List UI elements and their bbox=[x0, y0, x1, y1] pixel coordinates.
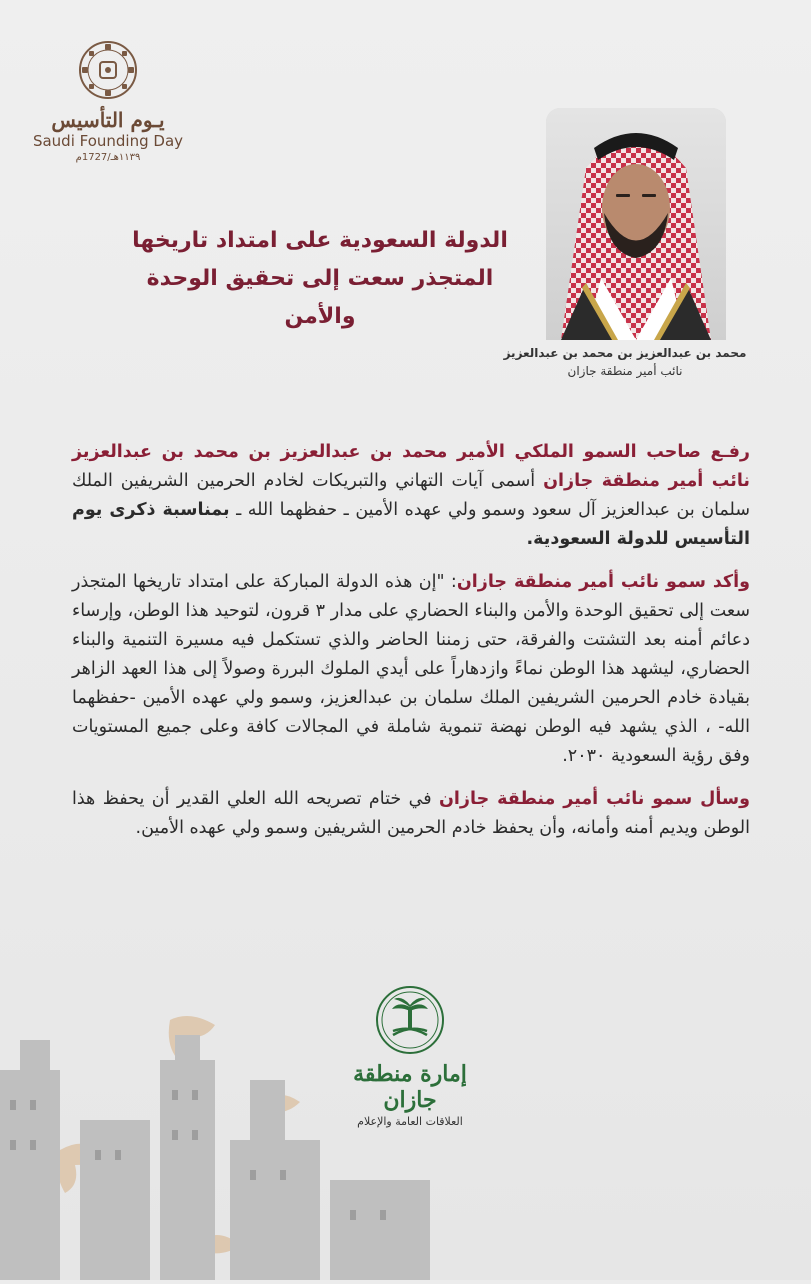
paragraph-2-lead: وأكد سمو نائب أمير منطقة جازان bbox=[456, 572, 750, 592]
body-text bbox=[72, 438, 750, 857]
founding-day-logo bbox=[28, 40, 188, 180]
paragraph-1-text: أسمى آيات التهاني والتبريكات لخادم الحرمين الشريفين الملك سلمان بن عبدالعزيز آل سعود وسمو ولي عهده الأمين ـ حفظهما الله ـ bbox=[72, 471, 751, 520]
jazan-emirate-logo bbox=[330, 985, 490, 1128]
headline-line-1: الدولة السعودية على امتداد تاريخها bbox=[132, 228, 508, 253]
saudi-emblem-icon bbox=[375, 985, 445, 1055]
founding-day-years: ١١٣٩هـ/1727م bbox=[75, 152, 141, 163]
portrait-name: محمد بن عبدالعزيز بن محمد بن عبدالعزيز bbox=[503, 346, 747, 360]
paragraph-1 bbox=[72, 438, 750, 554]
portrait-title: نائب أمير منطقة جازان bbox=[567, 364, 683, 378]
paragraph-3 bbox=[72, 785, 750, 843]
portrait-caption bbox=[500, 344, 750, 380]
headline-line-2: المتجذر سعت إلى تحقيق الوحدة والأمن bbox=[146, 266, 494, 329]
headline bbox=[120, 222, 520, 336]
founding-day-title-ar: يـوم التأسيس bbox=[51, 108, 165, 132]
paragraph-2 bbox=[72, 568, 750, 771]
portrait-photo bbox=[546, 108, 726, 340]
paragraph-3-text: في ختام تصريحه الله العلي القدير أن يحفظ هذا الوطن ويديم أمنه وأمانه، وأن يحفظ خادم الحرمين الشريفين وسمو ولي عهده الأمين. bbox=[72, 789, 750, 838]
paragraph-3-lead: وسأل سمو نائب أمير منطقة جازان bbox=[438, 789, 750, 809]
emirate-subtitle: العلاقات العامة والإعلام bbox=[357, 1115, 463, 1128]
founding-day-title-en: Saudi Founding Day bbox=[32, 132, 184, 150]
paragraph-2-text: : "إن هذه الدولة المباركة على امتداد تاريخها المتجذر سعت إلى تحقيق الوحدة والأمن والبناء الحضاري على مدار ٣ قرون، لتوحيد هذا الوطن، وإرساء دعائم أمنه بعد التشتت والفرقة، حتى زمننا الحاضر والذي تستكمل فيه مسيرة التنمية والبناء الحضاري، ليشهد هذا الوطن نماءً وازدهاراً على أيدي الملوك البررة وصولاً إلى هذا العهد الزاهر بقيادة خادم الحرمين الشريفين الملك سلمان بن عبدالعزيز، وسمو ولي عهده الأمين -حفظهما الله- ، الذي يشهد فيه الوطن نهضة تنموية شاملة في المجالات كافة وعلى جميع المستويات وفق رؤية السعودية ٢٠٣٠. bbox=[72, 572, 750, 766]
founding-day-emblem-icon bbox=[78, 40, 138, 100]
paragraph-1-end: بمناسبة ذكرى يوم التأسيس للدولة السعودية. bbox=[72, 500, 750, 549]
paragraph-1-lead: رفـع صاحب السمو الملكي الأمير محمد بن عبدالعزيز بن محمد بن عبدالعزيز نائب أمير منطقة جازان bbox=[72, 442, 750, 491]
emirate-name: إمارة منطقة جازان bbox=[353, 1061, 467, 1113]
